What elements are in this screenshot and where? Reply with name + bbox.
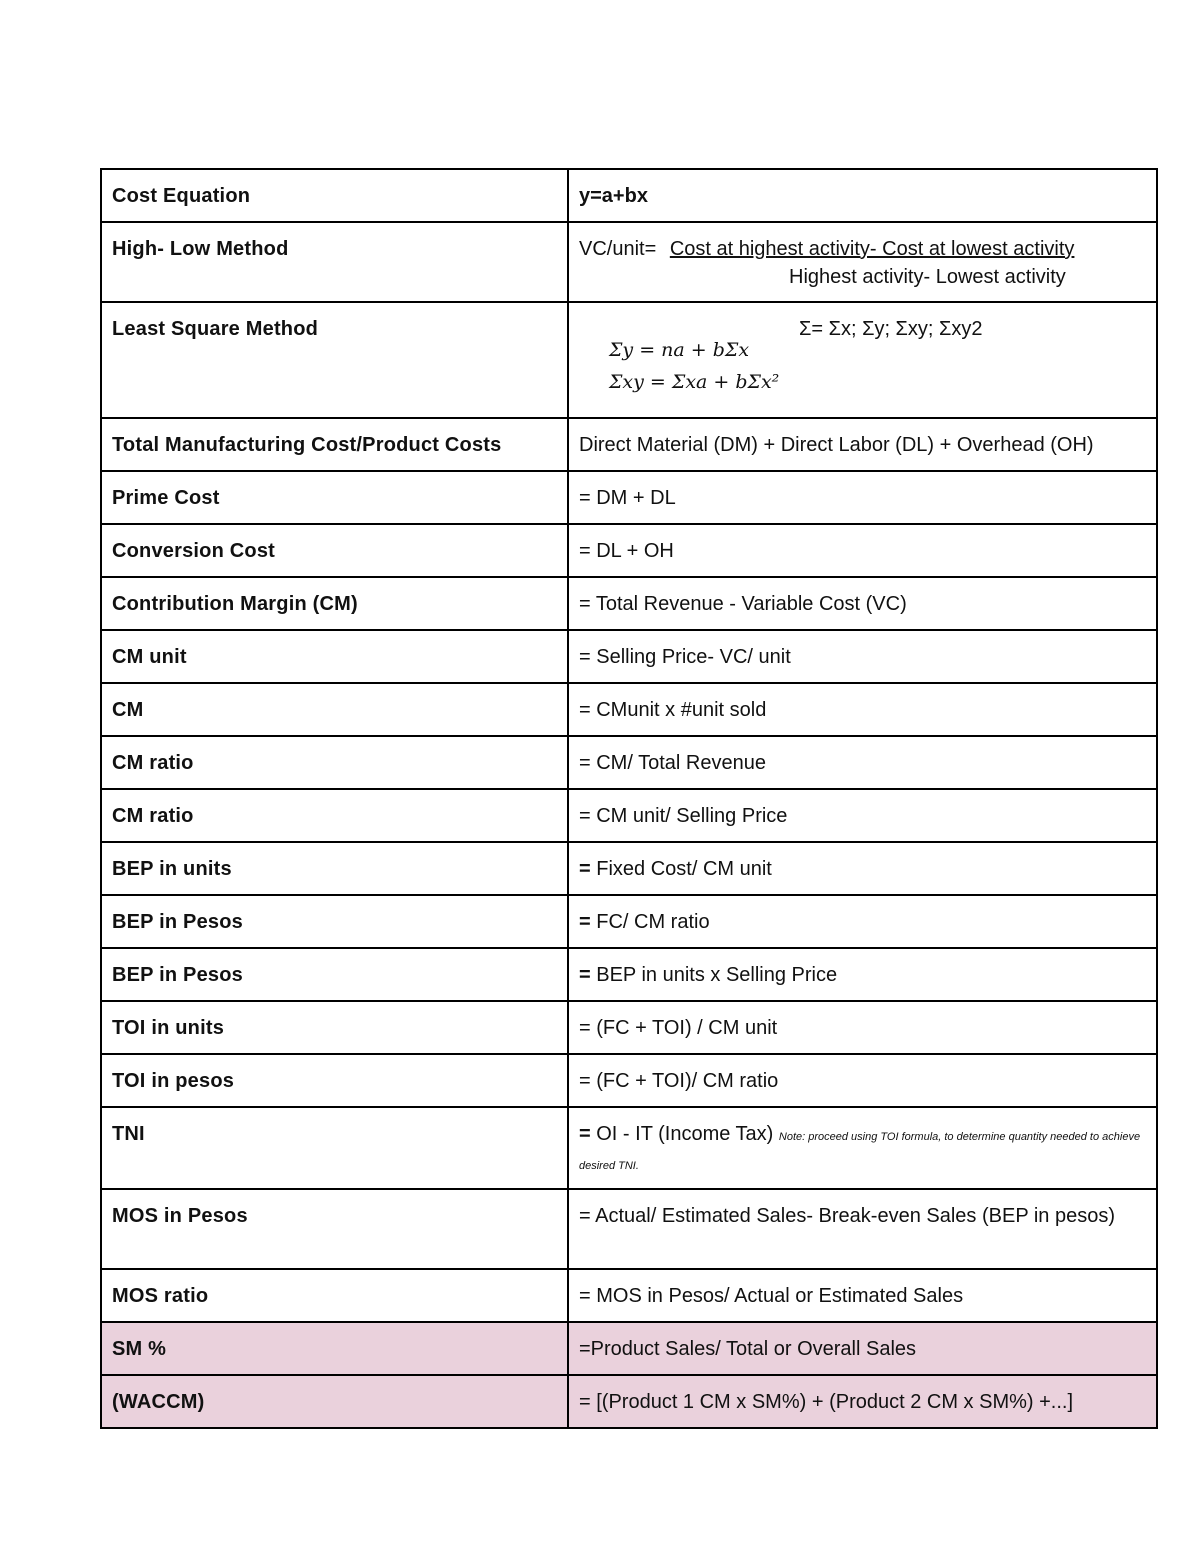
table-row [101, 1189, 1157, 1269]
high-low-denominator: Highest activity- Lowest activity [789, 266, 1066, 288]
normal-equation-2: Σxy = Σxa + bΣx² [609, 371, 780, 393]
table-row-highlighted [101, 1322, 1157, 1375]
definition-cell [568, 948, 1157, 1001]
table-row [101, 1001, 1157, 1054]
definition-cell [568, 1107, 1157, 1189]
table-row [101, 169, 1157, 222]
table-row [101, 630, 1157, 683]
term-cell: Cost Equation [101, 169, 568, 222]
definition-cell [568, 222, 1157, 302]
definition-cell: = CMunit x #unit sold [568, 683, 1157, 736]
definition-text: Fixed Cost/ CM unit [590, 858, 772, 880]
definition-cell: Direct Material (DM) + Direct Labor (DL) + Overhead (OH) [568, 418, 1157, 471]
term-cell: Total Manufacturing Cost/Product Costs [101, 418, 568, 471]
definition-cell: = DL + OH [568, 524, 1157, 577]
term-cell: High- Low Method [101, 222, 568, 302]
term-cell: BEP in Pesos [101, 948, 568, 1001]
definition-cell: =Product Sales/ Total or Overall Sales [568, 1322, 1157, 1375]
term-cell: SM % [101, 1322, 568, 1375]
term-cell: CM ratio [101, 789, 568, 842]
term-cell: MOS ratio [101, 1269, 568, 1322]
definition-cell: = Selling Price- VC/ unit [568, 630, 1157, 683]
formula-table [100, 168, 1158, 1429]
definition-cell: y=a+bx [568, 169, 1157, 222]
term-cell: CM unit [101, 630, 568, 683]
table-row [101, 1269, 1157, 1322]
definition-cell [568, 842, 1157, 895]
term-cell: Prime Cost [101, 471, 568, 524]
equals-sign: = [579, 1123, 591, 1145]
table-row [101, 1107, 1157, 1189]
term-cell: Least Square Method [101, 302, 568, 418]
term-cell: CM [101, 683, 568, 736]
table-row [101, 471, 1157, 524]
term-cell: TNI [101, 1107, 568, 1189]
definition-cell: = CM/ Total Revenue [568, 736, 1157, 789]
term-cell: BEP in units [101, 842, 568, 895]
term-cell: Conversion Cost [101, 524, 568, 577]
table-row [101, 736, 1157, 789]
table-row [101, 577, 1157, 630]
definition-text: BEP in units x Selling Price [590, 964, 838, 986]
table-row [101, 524, 1157, 577]
high-low-numerator: Cost at highest activity- Cost at lowest activity [669, 238, 1075, 260]
definition-cell: = MOS in Pesos/ Actual or Estimated Sales [568, 1269, 1157, 1322]
table-row [101, 683, 1157, 736]
normal-equation-1: Σy = na + bΣx [609, 339, 750, 361]
definition-cell: = CM unit/ Selling Price [568, 789, 1157, 842]
tni-note: Note: proceed using TOI formula, to determine quantity needed to achieve desired TNI. [579, 1131, 1141, 1172]
equals-sign: = [579, 911, 591, 933]
definition-cell: = (FC + TOI) / CM unit [568, 1001, 1157, 1054]
term-cell: (WACCM) [101, 1375, 568, 1428]
table-row [101, 789, 1157, 842]
equals-sign: = [579, 858, 591, 880]
high-low-prefix: VC/unit= [579, 238, 657, 260]
table-row [101, 302, 1157, 418]
definition-cell [568, 895, 1157, 948]
term-cell: CM ratio [101, 736, 568, 789]
definition-cell: = DM + DL [568, 471, 1157, 524]
definition-cell: = Actual/ Estimated Sales- Break-even Sales (BEP in pesos) [568, 1189, 1157, 1269]
definition-cell: = Total Revenue - Variable Cost (VC) [568, 577, 1157, 630]
definition-cell [568, 302, 1157, 418]
definition-cell: = (FC + TOI)/ CM ratio [568, 1054, 1157, 1107]
table-row [101, 895, 1157, 948]
equals-sign: = [579, 964, 591, 986]
definition-text: OI - IT (Income Tax) [590, 1123, 779, 1145]
term-cell: Contribution Margin (CM) [101, 577, 568, 630]
table-row [101, 222, 1157, 302]
term-cell: BEP in Pesos [101, 895, 568, 948]
definition-cell: = [(Product 1 CM x SM%) + (Product 2 CM x SM%) +...] [568, 1375, 1157, 1428]
term-cell: TOI in units [101, 1001, 568, 1054]
sums-line: Σ= Σx; Σy; Σxy; Σxy2 [799, 318, 983, 340]
formula-sheet [100, 168, 1158, 1429]
table-row [101, 418, 1157, 471]
table-row [101, 842, 1157, 895]
term-cell: TOI in pesos [101, 1054, 568, 1107]
definition-text: FC/ CM ratio [590, 911, 710, 933]
table-row-highlighted [101, 1375, 1157, 1428]
term-cell: MOS in Pesos [101, 1189, 568, 1269]
table-row [101, 948, 1157, 1001]
table-row [101, 1054, 1157, 1107]
